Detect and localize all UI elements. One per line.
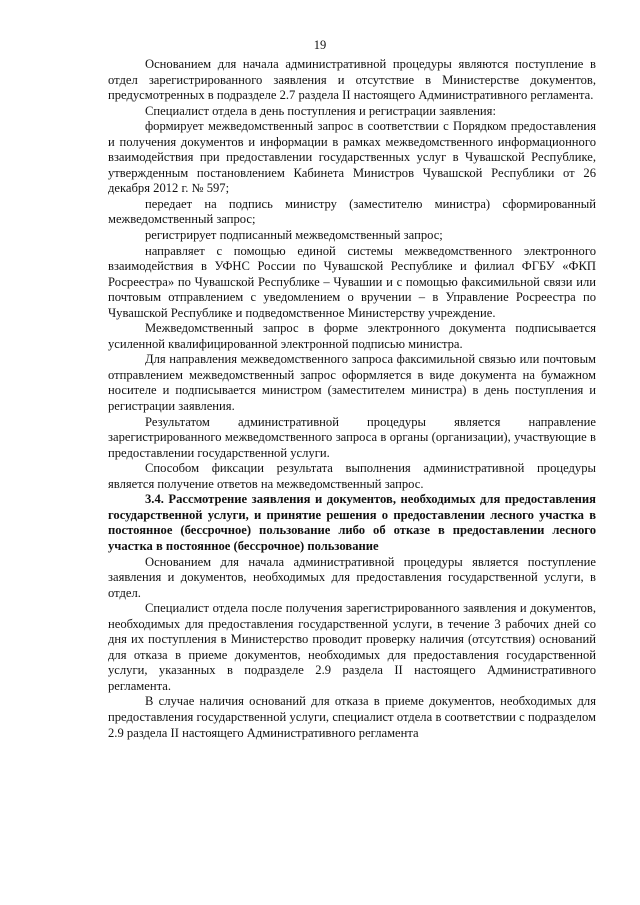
- paragraph: Основанием для начала административной процедуры является поступление заявления и документов, необходимых для предоставления государственной услуги, в отдел.: [108, 554, 596, 600]
- paragraph: Способом фиксации результата выполнения административной процедуры является получение ответов на межведомственный запрос.: [108, 461, 596, 491]
- paragraph: передает на подпись министру (заместителю министра) сформированный межведомственный запрос;: [108, 196, 596, 227]
- paragraph: Для направления межведомственного запроса факсимильной связью или почтовым отправлением межведомственный запрос оформляется в виде документа на бумажном носителе и подписывается министром (заместителем министра) в день поступления и регистрации заявления.: [108, 352, 596, 414]
- paragraph: Специалист отдела в день поступления и регистрации заявления:: [145, 103, 496, 118]
- paragraph: регистрирует подписанный межведомственный запрос;: [145, 228, 443, 243]
- paragraph: направляет с помощью единой системы межведомственного электронного взаимодействия в УФНС России по Чувашской Республике и филиал ФГБУ «ФКП Росреестра» по Чувашской Республике – Чувашии и с помощью факсимильной связи или почтовым отправлением с уведомлением о вручении – в Управление Росреестра по Чувашской Республике и подведомственное Министерству учреждение.: [108, 243, 596, 320]
- paragraph: Межведомственный запрос в форме электронного документа подписывается усиленной квалифицированной электронной подписью министра.: [108, 321, 596, 351]
- paragraph: Основанием для начала административной процедуры являются поступление в отдел зарегистрированного заявления и отсутствие в Министерстве документов, предусмотренных в подразделе 2.7 раздела II настоящего Административного регламента.: [108, 57, 596, 103]
- paragraph: В случае наличия оснований для отказа в приеме документов, необходимых для предоставления государственной услуги, специалист отдела в соответствии с подразделом 2.9 раздела II настоящего Административного регламента: [108, 694, 596, 740]
- paragraph: Специалист отдела после получения зарегистрированного заявления и документов, необходимых для предоставления государственной услуги, в течение 3 рабочих дней со дня их поступления в Министерство проводит проверку наличия (отсутствия) оснований для отказа в приеме документов, необходимых для предоставления государственной услуги, указанных в подразделе 2.9 раздела II настоящего Административного регламента.: [108, 601, 596, 693]
- page-number: 19: [313, 38, 327, 52]
- paragraph: Результатом административной процедуры является направление зарегистрированного межведомственного запроса в органы (организации), участвующие в предоставлении государственной услуги.: [108, 414, 596, 460]
- section-heading: 3.4. Рассмотрение заявления и документов, необходимых для предоставления государственной услуги, и принятие решения о предоставлении лесного участка в постоянное (бессрочное) пользование либо об отказе в предоставлении лесного участка в постоянное (бессрочное) пользование: [108, 492, 596, 553]
- page-body: [108, 57, 596, 741]
- paragraph: формирует межведомственный запрос в соответствии с Порядком предоставления и получения документов и информации в рамках межведомственного информационного взаимодействия при предоставлении государственных услуг в Чувашской Республике, утвержденным постановлением Кабинета Министров Чувашской Республики от 26 декабря 2012 г. № 597;: [108, 119, 596, 196]
